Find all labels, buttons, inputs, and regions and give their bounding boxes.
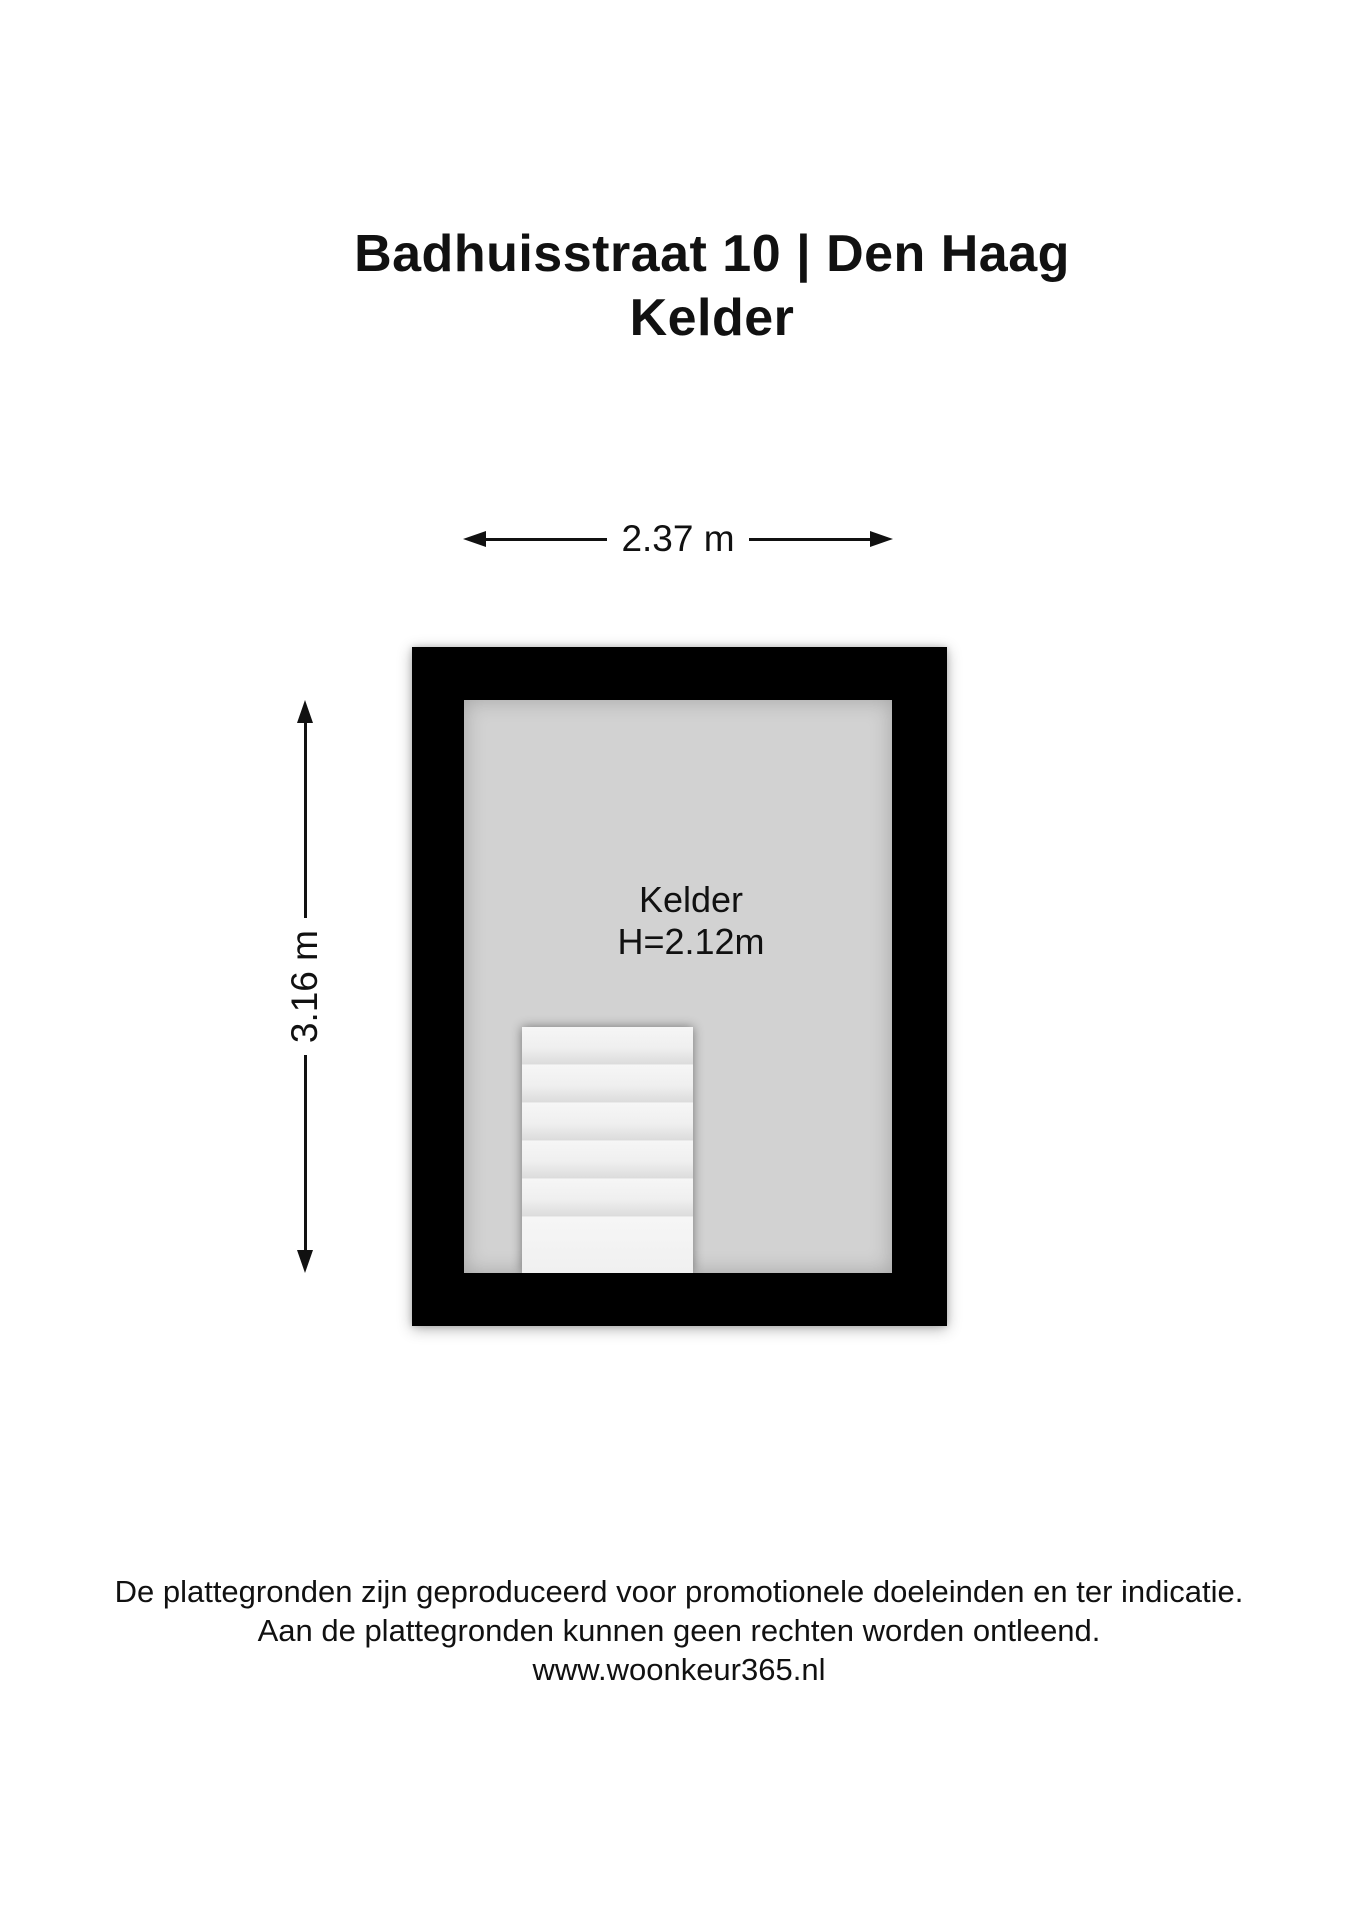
dimension-line-top: [304, 723, 307, 918]
width-dimension: [463, 516, 893, 562]
stair-tread: [522, 1027, 693, 1065]
stair-tread: [522, 1141, 693, 1179]
arrowhead-left-icon: [463, 531, 486, 547]
stair-tread: [522, 1103, 693, 1141]
disclaimer-line-2: Aan de plattegronden kunnen geen rechten worden ontleend.: [257, 1613, 1101, 1648]
floorplan-walls: [412, 647, 947, 1326]
dimension-line-right: [749, 538, 870, 541]
room-kelder: [464, 700, 892, 1273]
width-dimension-label: 2.37 m: [621, 518, 735, 559]
height-dimension: [285, 700, 325, 1273]
arrowhead-right-icon: [870, 531, 893, 547]
dimension-line-bottom: [304, 1055, 307, 1250]
arrowhead-up-icon: [297, 700, 313, 723]
height-dimension-label: 3.16 m: [284, 929, 325, 1044]
stair-tread: [522, 1217, 693, 1273]
room-ceiling-height: H=2.12m: [617, 921, 765, 962]
room-label: [477, 879, 905, 963]
arrowhead-down-icon: [297, 1250, 313, 1273]
title-floor: Kelder: [629, 289, 795, 347]
stairs: [522, 1027, 693, 1273]
dimension-line-left: [486, 538, 607, 541]
title-address: Badhuisstraat 10 | Den Haag: [354, 225, 1070, 283]
room-name: Kelder: [638, 879, 744, 920]
disclaimer: [0, 1572, 1358, 1689]
disclaimer-line-1: De plattegronden zijn geproduceerd voor promotionele doeleinden en ter indicatie.: [114, 1574, 1244, 1609]
page-title: [33, 222, 1358, 350]
stair-tread: [522, 1179, 693, 1217]
stair-tread: [522, 1065, 693, 1103]
disclaimer-website: www.woonkeur365.nl: [532, 1652, 826, 1687]
